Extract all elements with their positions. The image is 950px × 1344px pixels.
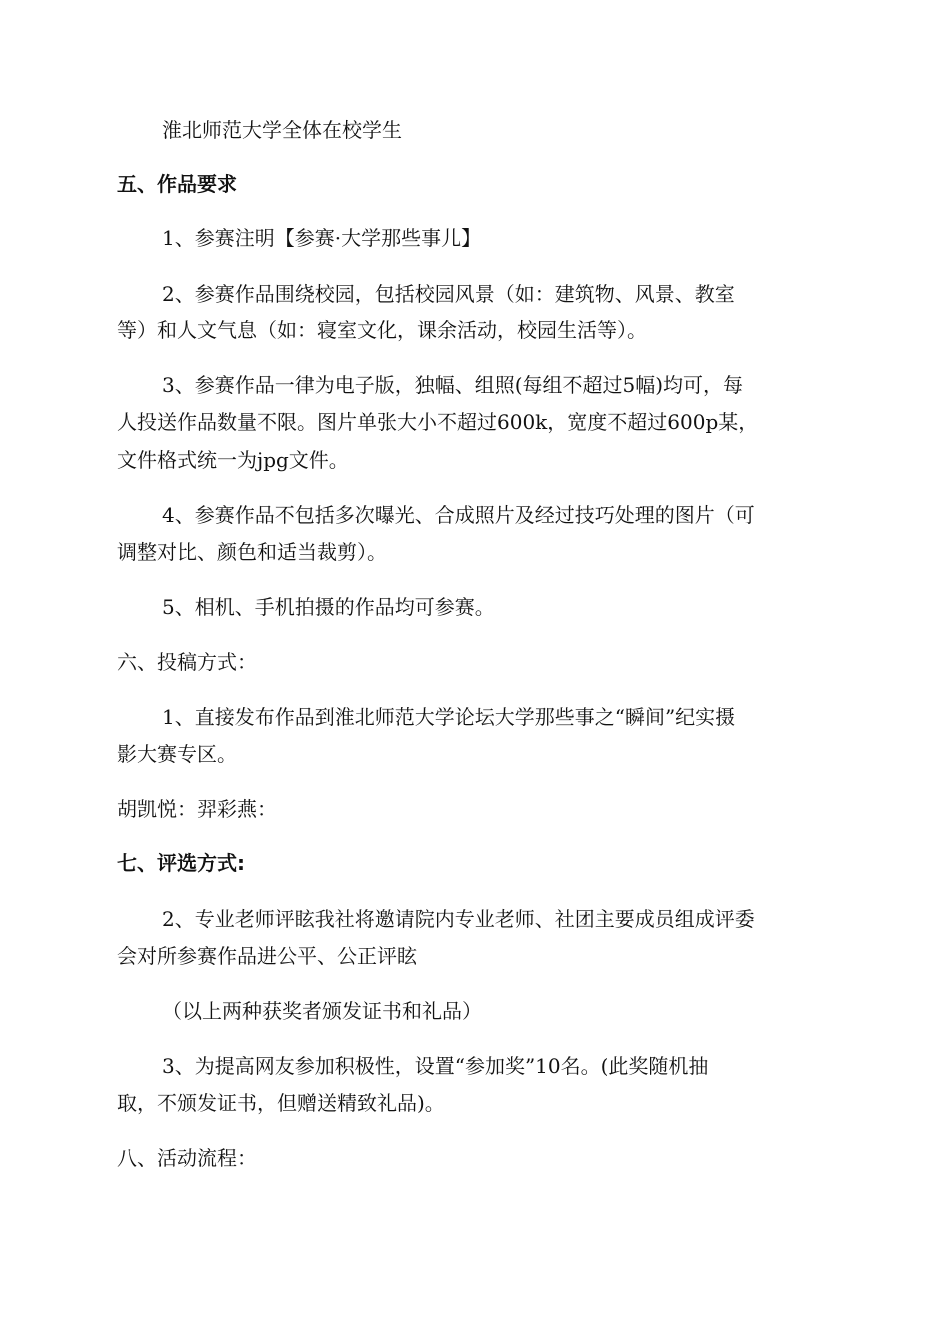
section-heading-5: 五、作品要求 [117,172,237,196]
section-heading-6: 六、投稿方式： [117,650,257,674]
eligibility-line: 淮北师范大学全体在校学生 [162,118,402,142]
judging-3-line-1: 3、为提高网友参加积极性，设置“参加奖”10名。(此奖随机抽 [162,1054,709,1078]
contacts-line: 胡凯悦：羿彩燕： [117,797,277,821]
requirement-3-line-3: 文件格式统一为jpg文件。 [117,448,349,472]
requirement-4-line-1: 4、参赛作品不包括多次曝光、合成照片及经过技巧处理的图片（可 [162,503,755,527]
requirement-3-line-1: 3、参赛作品一律为电子版，独幅、组照(每组不超过5幅)均可，每 [162,373,744,397]
judging-2-line-2: 会对所参赛作品进公平、公正评眩 [117,944,417,968]
requirement-3-line-2: 人投送作品数量不限。图片单张大小不超过600k，宽度不超过600p某， [117,410,759,434]
submission-1-line-1: 1、直接发布作品到淮北师范大学论坛大学那些事之“瞬间”纪实摄 [162,705,736,729]
judging-3-line-2: 取，不颁发证书，但赠送精致礼品)。 [117,1091,445,1115]
requirement-2-line-1: 2、参赛作品围绕校园，包括校园风景（如：建筑物、风景、教室 [162,282,735,306]
requirement-1: 1、参赛注明【参赛·大学那些事儿】 [162,226,482,250]
judging-2-line-1: 2、专业老师评眩我社将邀请院内专业老师、社团主要成员组成评委 [162,907,755,931]
requirement-4-line-2: 调整对比、颜色和适当裁剪）。 [117,540,387,564]
requirement-2-line-2: 等）和人文气息（如：寝室文化，课余活动，校园生活等）。 [117,318,647,342]
submission-1-line-2: 影大赛专区。 [117,742,237,766]
requirement-5: 5、相机、手机拍摄的作品均可参赛。 [162,595,495,619]
section-heading-7: 七、评选方式: [117,851,245,875]
awards-note: （以上两种获奖者颁发证书和礼品） [162,999,482,1023]
section-heading-8: 八、活动流程： [117,1146,257,1170]
